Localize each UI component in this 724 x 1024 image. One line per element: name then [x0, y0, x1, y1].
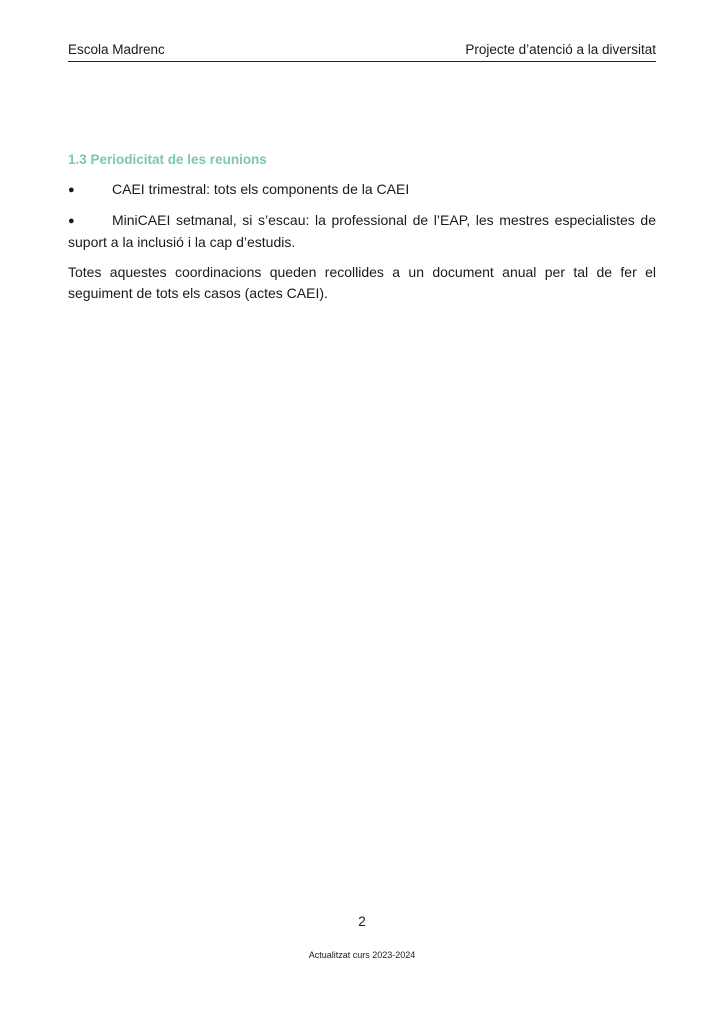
footer-updated-note: Actualitzat curs 2023-2024	[308, 950, 416, 960]
header-document-title: Projecte d’atenció a la diversitat	[465, 42, 656, 57]
bullet-text: CAEI trimestral: tots els components de la CAEI	[112, 181, 410, 197]
bullet-item	[68, 210, 656, 253]
page-content	[68, 149, 656, 304]
header-school-name: Escola Madrenc	[68, 42, 165, 57]
bullet-icon: ●	[68, 215, 75, 227]
body-paragraph: Totes aquestes coordinacions queden recollides a un document anual per tal de fer el seguiment de tots els casos (actes CAEI).	[68, 264, 656, 301]
bullet-item	[68, 179, 656, 201]
bullet-text: MiniCAEI setmanal, si s’escau: la professional de l’EAP, les mestres especialistes de suport a la inclusió i la cap d’estudis.	[68, 212, 656, 250]
bullet-icon: ●	[68, 184, 75, 196]
page-header	[68, 40, 656, 62]
section-heading: 1.3 Periodicitat de les reunions	[68, 152, 267, 167]
page-number: 2	[358, 914, 366, 929]
